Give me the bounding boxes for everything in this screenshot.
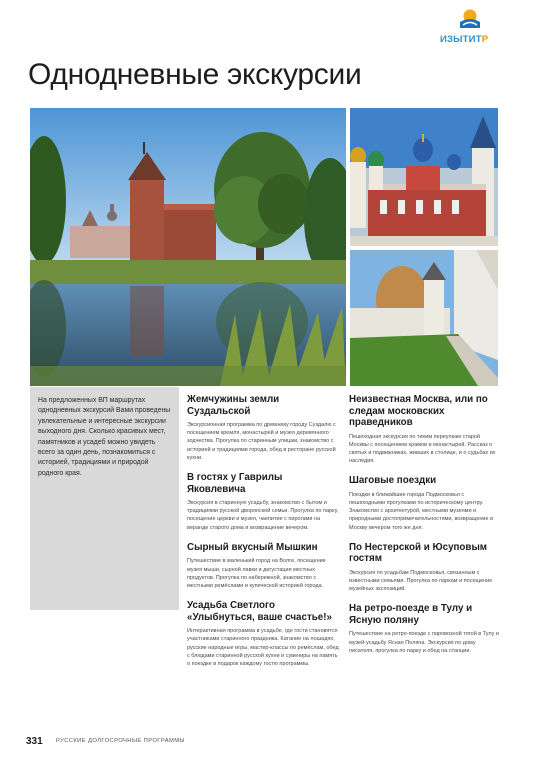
tour-description: Поездки в ближайшие города Подмосковья с пешеходными прогулками по историческому центру. Знакомство с архитектурой, местными музеями и природными достопримечательностями, возвращение в Москву вечером того же дня. <box>349 491 494 531</box>
photo-kremlin-pond <box>30 108 346 386</box>
tour-description: Экскурсионная программа по древнему городу Суздалю с посещением кремля, монастырей и музея деревянного зодчества. Прогулка по старинным улицам, знакомство с историей и традициями города, обед в ресторане русской кухни. <box>187 422 336 461</box>
tour-description: Путешествие в маленький город на Волге, посещение музея мыши, сырной лавки и дегустация местных продуктов. Прогулка по набережной, знакомство с местными ремёслами и купеческой историей города. <box>187 558 326 589</box>
tour-description: Интерактивная программа в усадьбе, где гости становятся участниками старинного праздника. Катание на лошадях, русские народные игры, мастер-классы по ремёслам, обед с блюдами старинной русской кухни и сувениры на память о поездке в подарок каждому гостю программы. <box>187 628 339 667</box>
tour-item <box>187 600 341 668</box>
tour-item <box>349 475 499 532</box>
photo-church <box>350 108 498 246</box>
tour-item <box>187 542 341 590</box>
tour-heading: По Нестерской и Юсуповым гостям <box>349 541 488 565</box>
logo-text <box>440 34 502 45</box>
tour-heading: Усадьба Светлого «Улыбнуться, ваше счастье!» <box>187 600 332 623</box>
tour-heading: Шаговые поездки <box>349 475 437 487</box>
page-title: Однодневные экскурсии <box>28 58 362 91</box>
tour-item <box>187 394 341 462</box>
column-middle <box>187 394 341 678</box>
running-title: РУССКИЕ ДОЛГОСРОЧНЫЕ ПРОГРАММЫ <box>56 738 185 744</box>
tour-item <box>349 542 499 594</box>
tour-heading: В гостях у Гаврилы Яковлевича <box>187 472 283 495</box>
intro-text: На предложенных ВП маршрутах однодневных экскурсий Вами проведены увлекательные и интересные экскурсии выходного дня. Сколько красивых мест, памятников и усадеб можно увидеть всего за один день, познакомиться с историей, традициями и природой родного края. <box>38 397 171 477</box>
logo-text-accent: Р <box>481 34 489 45</box>
tour-description: Экскурсия в старинную усадьбу, знакомство с бытом и традициями русской дворянской семьи. Прогулка по парку, посещение церкви и музея, чаепитие с пирогами на веранде старого дома и возвращение вечером. <box>187 500 339 531</box>
tour-heading: Жемчужины земли Суздальской <box>187 394 280 417</box>
logo-text-main: ИЗЫТИТ <box>440 34 482 45</box>
tour-item <box>187 472 341 532</box>
column-right <box>349 394 499 665</box>
brand-logo <box>438 8 502 52</box>
photo-monastery-wall <box>350 250 498 386</box>
tour-item <box>349 394 499 465</box>
tour-item <box>349 603 499 655</box>
tour-description: Пешеходная экскурсия по тихим переулкам старой Москвы с посещением храмов и монастырей. Рассказ о святых и подвижниках, живших в столице, и о судьбах их наследия. <box>349 433 496 465</box>
logo-emblem-icon <box>458 8 482 30</box>
tour-heading: На ретро-поезде в Тулу и Ясную поляну <box>349 603 473 626</box>
intro-panel <box>30 387 179 610</box>
tour-heading: Сырный вкусный Мышкин <box>187 541 318 553</box>
tour-description: Путешествие на ретро-поезде с паровозной тягой в Тулу и музей-усадьбу Ясная Поляна. Экскурсия по дому писателя, прогулка по парку и обед на станции. <box>349 631 499 654</box>
page-number: 331 <box>26 736 43 747</box>
tour-heading: Неизвестная Москва, или по следам московских праведников <box>349 394 488 428</box>
tour-description: Экскурсия по усадьбам Подмосковья, связанным с известными семьями. Прогулка по паркам и посещение музейных экспозиций. <box>349 569 493 593</box>
